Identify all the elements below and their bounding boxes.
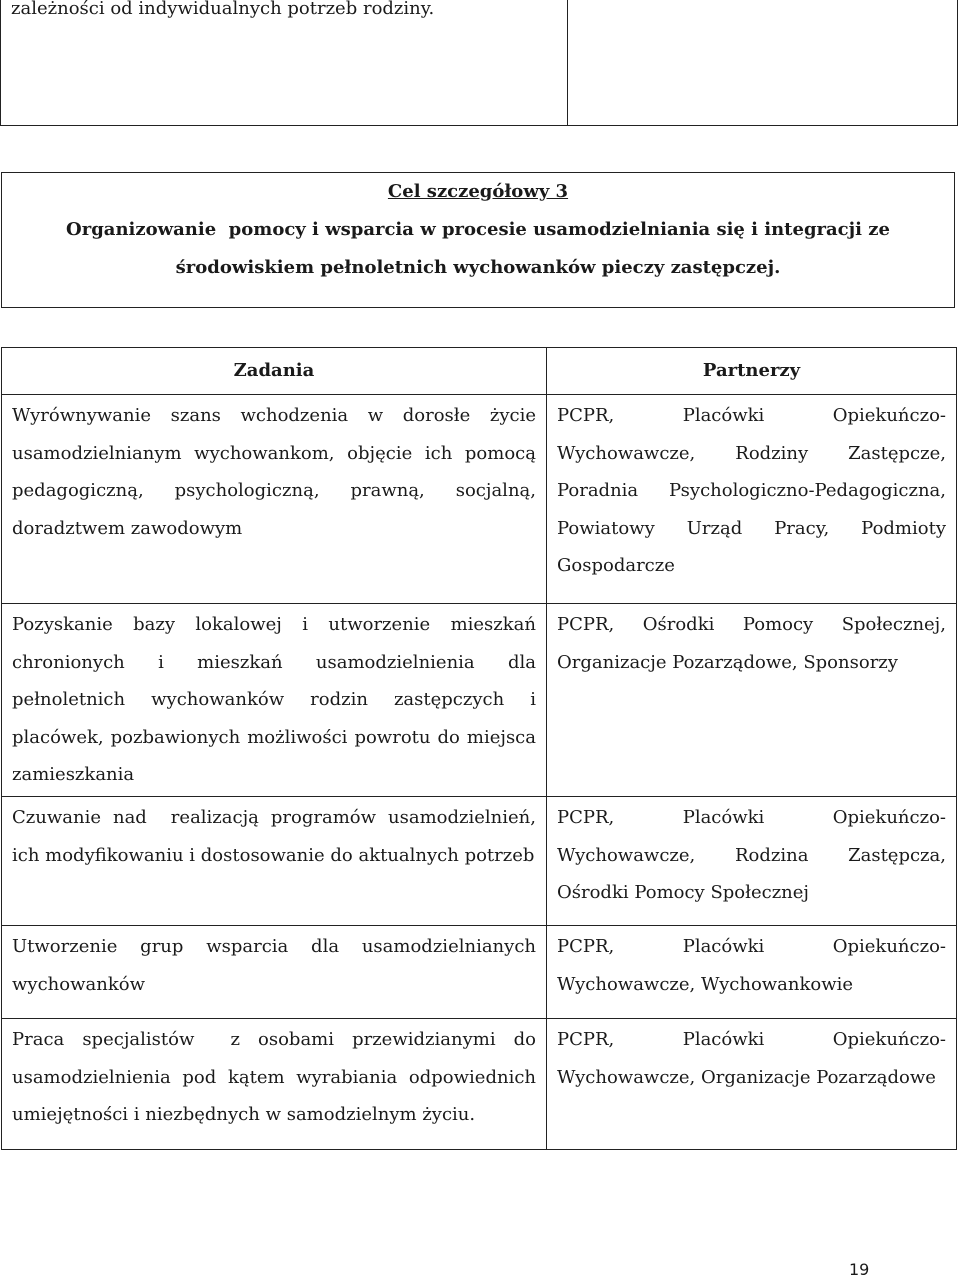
task-cell <box>2 395 547 604</box>
continuation-cell-right <box>568 0 958 126</box>
partners-cell <box>547 797 957 926</box>
task-text: Czuwanie nad realizacją programów usamodzielnień, ich modyfikowaniu i dostosowanie do aktualnych potrzeb <box>12 807 542 866</box>
table-row <box>2 395 957 604</box>
table-header-row <box>2 348 957 395</box>
goal-title: Cel szczegółowy 3 <box>387 181 569 202</box>
goal-line-1: Organizowanie pomocy i wsparcia w procesie usamodzielniania się i integracji ze <box>66 219 890 240</box>
continuation-table <box>0 0 958 126</box>
partners-cell <box>547 604 957 797</box>
task-cell <box>2 926 547 1019</box>
continuation-cell-left <box>1 0 568 126</box>
partners-cell <box>547 1019 957 1150</box>
goal-box <box>1 172 955 308</box>
task-text: Praca specjalistów z osobami przewidzianymi do usamodzielnienia pod kątem wyrabiania odpowiednich umiejętności i niezbędnych w samodzielnym życiu. <box>12 1029 542 1125</box>
task-cell <box>2 797 547 926</box>
task-text: Wyrównywanie szans wchodzenia w dorosłe życie usamodzielnianym wychowankom, objęcie ich pomocą pedagogiczną, psychologiczną, prawną, socjalną, doradztwem zawodowym <box>12 405 536 539</box>
goal-line-2: środowiskiem pełnoletnich wychowanków pieczy zastępczej. <box>175 257 781 278</box>
tasks-partners-table <box>1 347 957 1150</box>
table-row <box>2 604 957 797</box>
task-cell <box>2 1019 547 1150</box>
partners-cell <box>547 395 957 604</box>
header-partners: Partnerzy <box>547 348 957 395</box>
table-row <box>2 797 957 926</box>
task-cell <box>2 604 547 797</box>
header-tasks: Zadania <box>2 348 547 395</box>
page-number: 19 <box>849 1260 870 1279</box>
partners-text: PCPR, Placówki Opiekuńczo-Wychowawcze, Rodziny Zastępcze, Poradnia Psychologiczno-Pedagogiczna, Powiatowy Urząd Pracy, Podmioty Gospodarcze <box>557 405 946 576</box>
continuation-text: zależności od indywidualnych potrzeb rodziny. <box>11 0 435 19</box>
partners-text: PCPR, Placówki Opiekuńczo-Wychowawcze, Rodzina Zastępcza, Ośrodki Pomocy Społecznej <box>557 807 946 903</box>
partners-cell <box>547 926 957 1019</box>
table-row <box>2 1019 957 1150</box>
table-row <box>2 926 957 1019</box>
partners-text: PCPR, Ośrodki Pomocy Społecznej, Organizacje Pozarządowe, Sponsorzy <box>557 614 946 673</box>
partners-text: PCPR, Placówki Opiekuńczo-Wychowawcze, Wychowankowie <box>557 936 946 995</box>
task-text: Utworzenie grup wsparcia dla usamodzielnianych wychowanków <box>12 936 536 995</box>
task-text: Pozyskanie bazy lokalowej i utworzenie mieszkań chronionych i mieszkań usamodzielnienia dla pełnoletnich wychowanków rodzin zastępczych i placówek, pozbawionych możliwości powrotu do miejsca zamieszkania <box>12 614 536 785</box>
partners-text: PCPR, Placówki Opiekuńczo-Wychowawcze, Organizacje Pozarządowe <box>557 1029 946 1088</box>
